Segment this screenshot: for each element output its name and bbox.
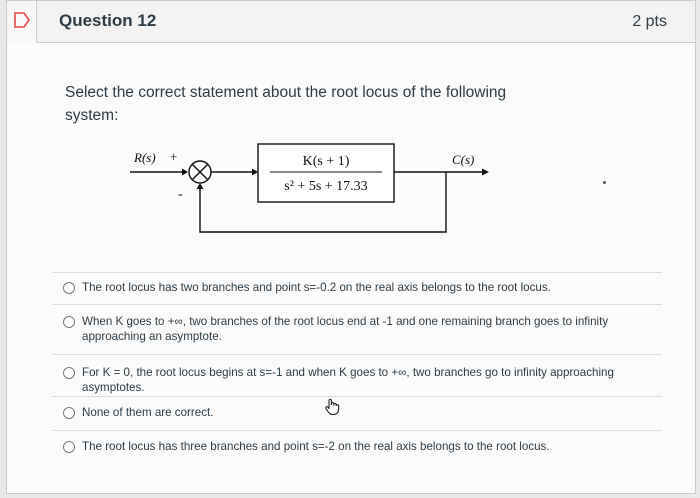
answer-label: The root locus has three branches and point s=-2 on the real axis belongs to the root locus. [82,440,550,453]
input-label: R(s) [134,150,156,165]
radio-button[interactable] [63,407,75,419]
minus-sign: - [178,187,183,202]
output-label: C(s) [452,152,475,167]
question-points: 2 pts [632,13,667,30]
radio-button[interactable] [63,282,75,294]
question-title: Question 12 [59,11,157,30]
answer-list [52,272,662,464]
radio-button[interactable] [63,367,75,379]
output-arrow [482,169,489,176]
flag-button[interactable] [7,1,37,43]
hand-cursor-icon [324,398,340,421]
transfer-denominator: s² + 5s + 17.33 [284,179,368,194]
question-prompt: Select the correct statement about the root locus of the following system: [65,84,507,124]
answer-option-1[interactable] [52,272,662,304]
plus-sign: + [170,149,178,164]
question-header [7,1,695,43]
answer-option-4[interactable] [52,396,662,430]
answer-option-2[interactable] [52,304,662,354]
radio-button[interactable] [63,441,75,453]
input-arrow [182,169,188,176]
summing-junction [189,161,211,183]
feedback-arrow [197,183,204,189]
forward-arrow [252,169,258,176]
answer-label: When K goes to +∞, two branches of the root locus end at -1 and one remaining branch goes to infinity approaching an asymptote. [82,315,609,343]
answer-label: None of them are correct. [82,406,214,419]
stray-dot [603,181,606,184]
bookmark-flag-icon [13,11,31,29]
answer-label: The root locus has two branches and point s=-0.2 on the real axis belongs to the root locus. [82,281,551,294]
answer-label: For K = 0, the root locus begins at s=-1 and when K goes to +∞, two branches go to infinity approaching asymptotes. [82,366,614,394]
radio-button[interactable] [63,316,75,328]
block-diagram [120,136,500,245]
transfer-numerator: K(s + 1) [302,154,350,169]
answer-option-3[interactable] [52,354,662,396]
answer-option-5[interactable] [52,430,662,464]
